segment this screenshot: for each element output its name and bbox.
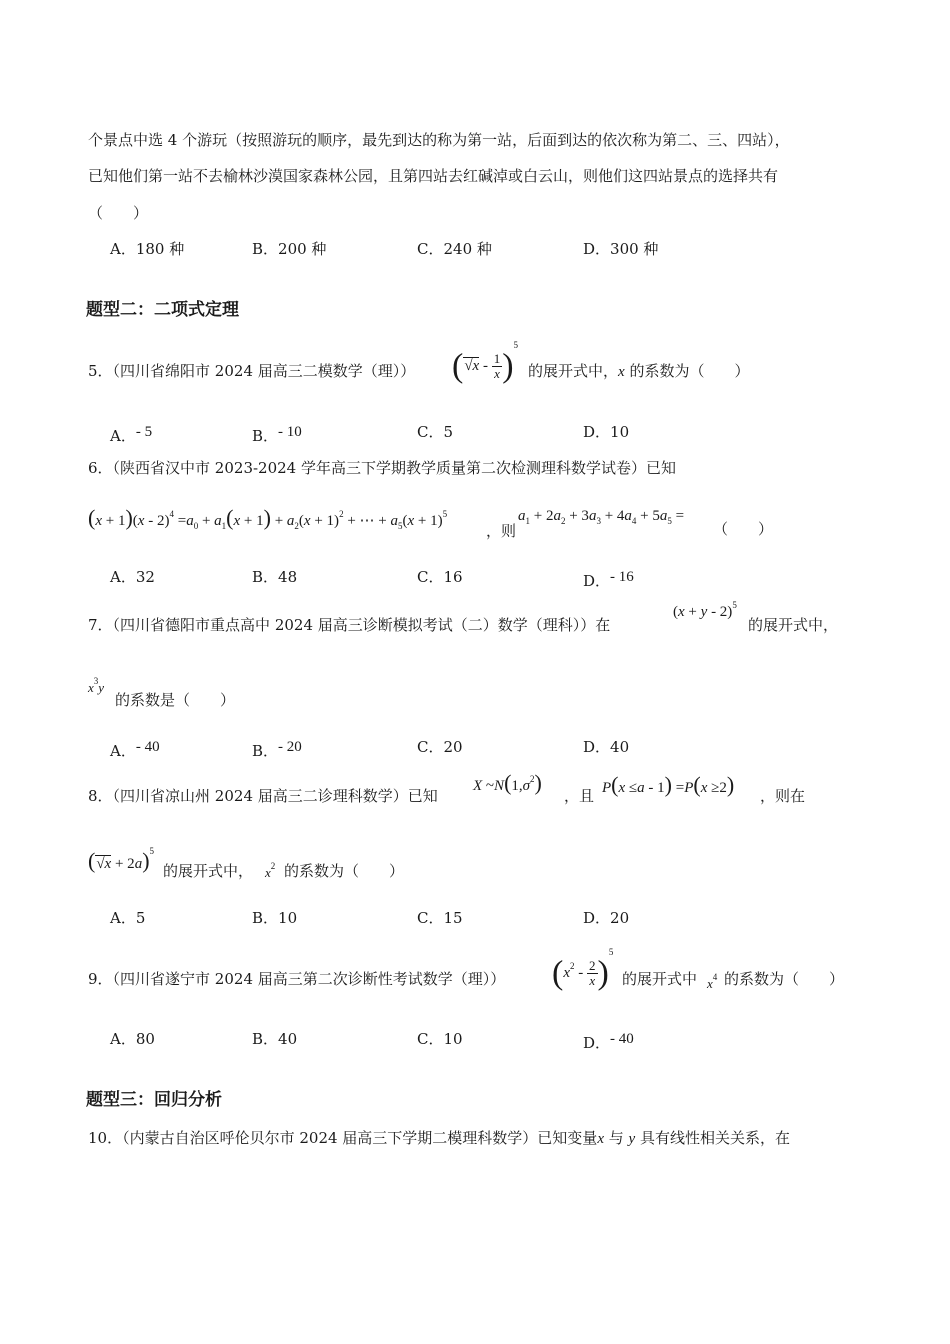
- q8-then: ，则在: [760, 787, 806, 805]
- q8-line-2: 的展开式中，: [163, 862, 254, 880]
- q6-option-a: A．32: [110, 568, 155, 586]
- q5-option-c: C．5: [417, 423, 454, 441]
- section-heading-binomial: 题型二：二项式定理: [86, 300, 239, 320]
- q7-option-d: D．40: [583, 738, 630, 756]
- q6-target-sum: $a_1 + 2a_2 + 3a_3 + 4a_4 + 5a_5$ =: [518, 508, 685, 526]
- q7-expression: $(x + y - 2)^5$: [673, 600, 737, 620]
- q6-tail: （ ）: [713, 520, 774, 538]
- q8-expression: $(√x + 2a)^5$: [88, 846, 155, 873]
- q8-option-c: C．15: [417, 909, 463, 927]
- q7-option-b: B．- 20: [252, 739, 302, 760]
- intro-option-a: A．180 种: [110, 240, 185, 258]
- q9-option-d: D．- 40: [583, 1031, 634, 1052]
- q6-then: ，则: [486, 522, 517, 540]
- q6-option-b: B．48: [252, 568, 298, 586]
- q9-option-c: C．10: [417, 1030, 463, 1048]
- q8-probability-condition: P(x ≤a - 1) =P(x ≥2): [602, 772, 735, 797]
- q6-option-c: C．16: [417, 568, 463, 586]
- q8-option-a: A．5: [110, 909, 146, 927]
- q6-equation: $(x + 1)(x - 2)^4 =a_0 + a_1(x + 1) + a_2(x + 1)^2$ + ⋯ + $a_5(x + 1)^5$: [88, 505, 448, 531]
- q8-term: $x^2$: [265, 861, 276, 880]
- q9-prefix: 9．（四川省遂宁市 2024 届高三第二次诊断性考试数学（理））: [88, 970, 506, 988]
- q5-option-a: A．- 5: [110, 424, 153, 445]
- q8-option-b: B．10: [252, 909, 298, 927]
- q8-line-2-tail: 的系数为（ ）: [284, 862, 405, 880]
- section-heading-regression: 题型三：回归分析: [86, 1090, 222, 1110]
- q7-line-2: 的系数是（ ）: [115, 691, 236, 709]
- q8-distribution: X $\sim N(1,\sigma^2)$: [473, 770, 542, 795]
- q5-option-b: B．- 10: [252, 424, 302, 445]
- q5-prefix: 5．（四川省绵阳市 2024 届高三二模数学（理））: [88, 362, 416, 380]
- q7-line-1-tail: 的展开式中，: [748, 616, 839, 634]
- q9-tail: 的系数为（ ）: [724, 970, 845, 988]
- q5-suffix: 的展开式中，x 的系数为（ ）: [528, 362, 750, 380]
- q10-line-1: 10．（内蒙古自治区呼伦贝尔市 2024 届高三下学期二模理科数学）已知变量x 与 y 具有线性相关关系，在: [88, 1129, 790, 1147]
- q5-option-d: D．10: [583, 423, 630, 441]
- intro-line-3: （ ）: [88, 204, 149, 222]
- q9-option-b: B．40: [252, 1030, 298, 1048]
- q7-term: $x^3y$: [88, 676, 105, 695]
- q7-option-a: A．- 40: [110, 739, 160, 760]
- q6-line-1: 6．（陕西省汉中市 2023-2024 学年高三下学期教学质量第二次检测理科数学试卷）已知: [88, 459, 676, 477]
- q8-and: ，且: [564, 787, 595, 805]
- intro-line-1: 个景点中选 4 个游玩（按照游玩的顺序，最先到达的称为第一站，后面到达的依次称为第二、三、四站），: [88, 131, 790, 149]
- intro-option-b: B．200 种: [252, 240, 327, 258]
- q8-option-d: D．20: [583, 909, 630, 927]
- intro-option-d: D．300 种: [583, 240, 659, 258]
- q9-expression: ($x^2$ - $\frac{2}{x}$ )$^5$: [552, 947, 614, 992]
- intro-option-c: C．240 种: [417, 240, 492, 258]
- q9-mid: 的展开式中: [622, 970, 698, 988]
- q9-option-a: A．80: [110, 1030, 155, 1048]
- intro-line-2: 已知他们第一站不去榆林沙漠国家森林公园，且第四站去红碱淖或白云山，则他们这四站景点的选择共有: [88, 167, 779, 185]
- q8-line-1: 8．（四川省凉山州 2024 届高三二诊理科数学）已知: [88, 787, 438, 805]
- q7-line-1: 7．（四川省德阳市重点高中 2024 届高三诊断模拟考试（二）数学（理科））在: [88, 616, 611, 634]
- q9-term: $x^4$: [707, 972, 718, 991]
- q7-option-c: C．20: [417, 738, 463, 756]
- q5-expression: (√x - $\frac{1}{x}$ )$^5$: [452, 340, 519, 385]
- q6-option-d: D．- 16: [583, 569, 634, 590]
